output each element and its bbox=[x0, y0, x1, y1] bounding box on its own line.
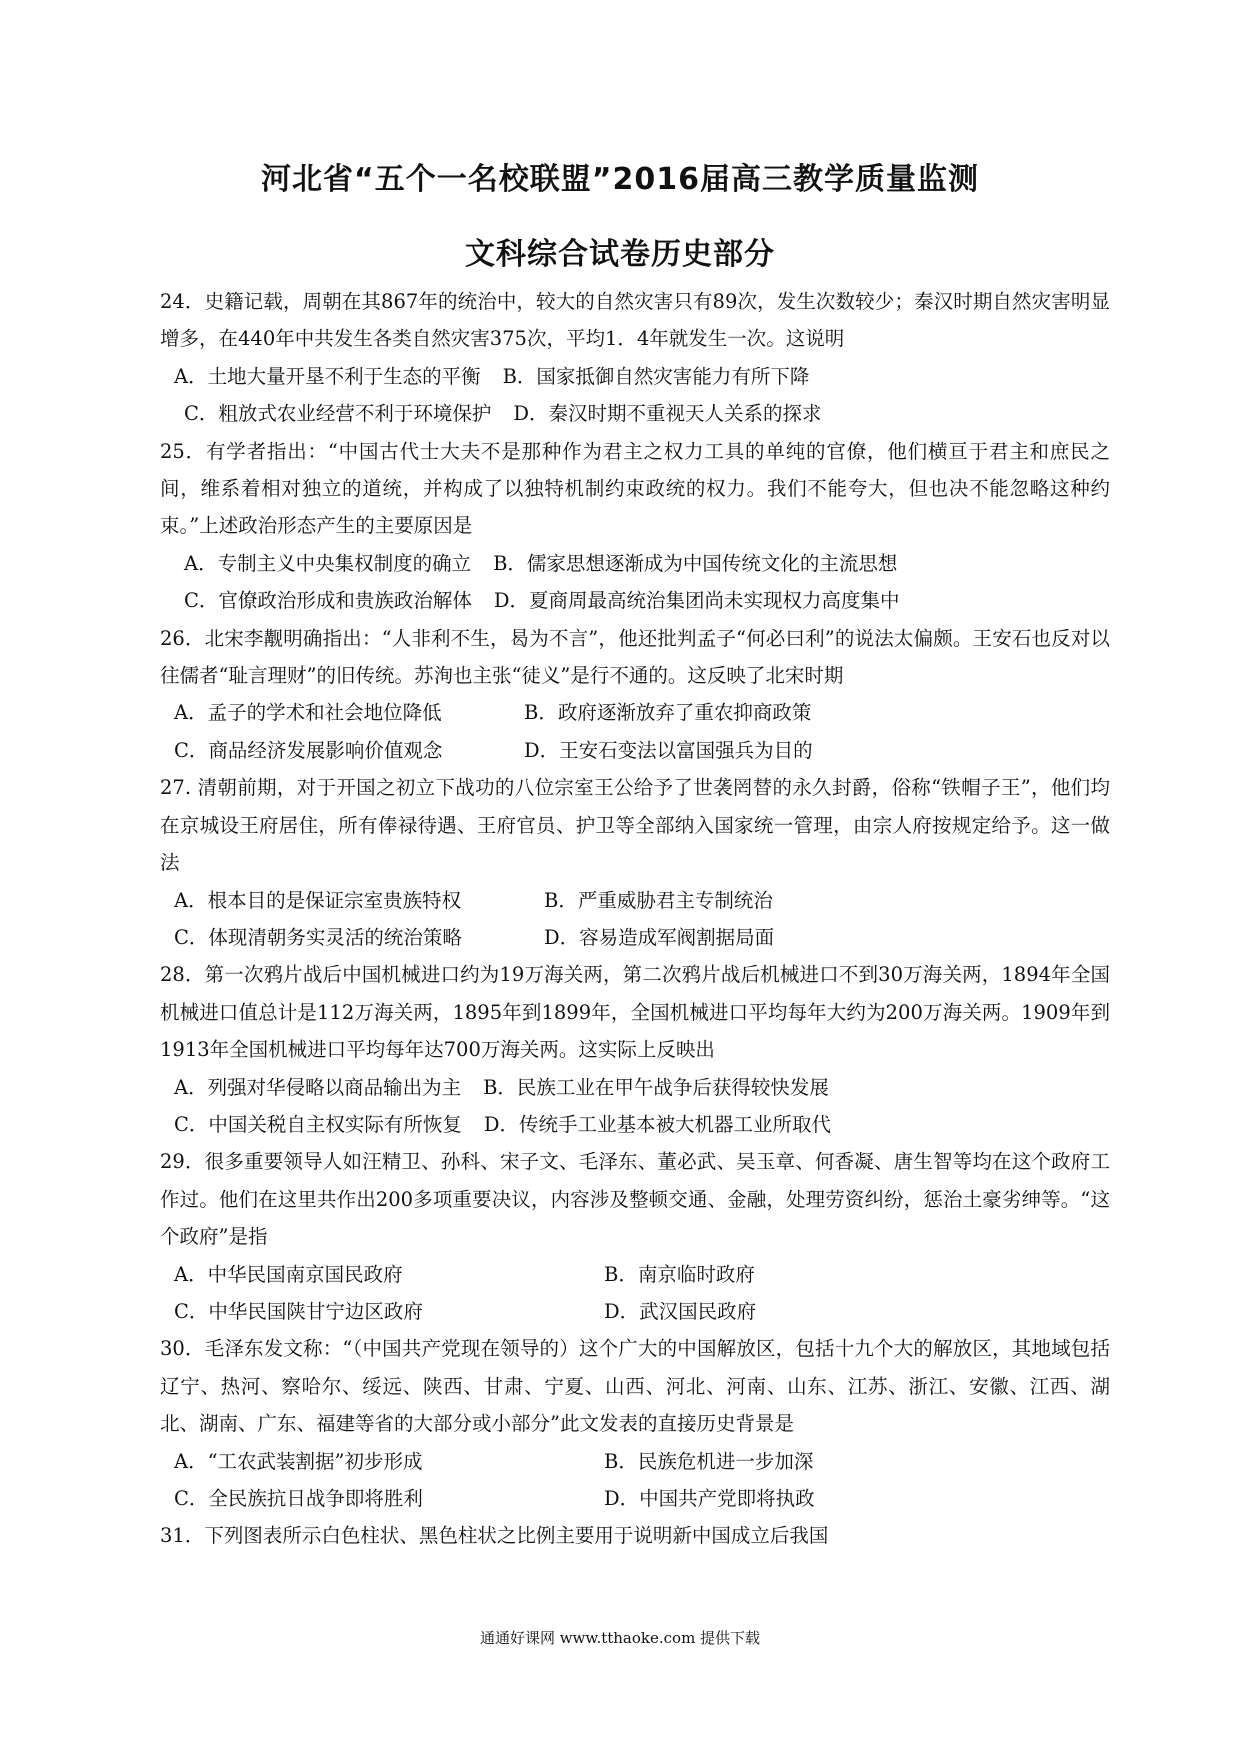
question-block bbox=[160, 283, 1110, 433]
answer-option: D．中国共产党即将执政 bbox=[604, 1487, 815, 1510]
answer-option: B．民族危机进一步加深 bbox=[604, 1449, 814, 1473]
answer-option: D．秦汉时期不重视天人关系的探求 bbox=[513, 402, 822, 426]
answer-option: D．夏商周最高统治集团尚未实现权力高度集中 bbox=[493, 589, 900, 613]
answer-option: A．中华民国南京国民政府 bbox=[174, 1262, 403, 1286]
answer-option: C．粗放式农业经营不利于环境保护 bbox=[184, 402, 492, 426]
answer-option: C．官僚政治形成和贵族政治解体 bbox=[184, 589, 472, 613]
question-stem: 25．有学者指出：“中国古代士大夫不是那种作为君主之权力工具的单纯的官僚，他们横亘于君主和庶民之间，维系着相对独立的道统，并构成了以独特机制约束政统的权力。我们不能夸大，但也决不能忽略这种约束。”上述政治形态产生的主要原因是 bbox=[160, 439, 1110, 538]
question-block bbox=[160, 620, 1110, 770]
answer-options-row bbox=[160, 1443, 1110, 1480]
answer-options-row bbox=[160, 919, 1110, 956]
question-block bbox=[160, 956, 1110, 1143]
answer-option: A．专制主义中央集权制度的确立 bbox=[184, 551, 472, 575]
question-block bbox=[160, 1143, 1110, 1330]
answer-options-row bbox=[160, 545, 1110, 582]
question-list bbox=[160, 283, 1110, 1555]
answer-option: B．民族工业在甲午战争后获得较快发展 bbox=[483, 1075, 829, 1099]
answer-option: C．中华民国陕甘宁边区政府 bbox=[174, 1299, 423, 1323]
answer-option: B．政府逐渐放弃了重农抑商政策 bbox=[524, 701, 812, 725]
question-stem: 31．下列图表所示白色柱状、黑色柱状之比例主要用于说明新中国成立后我国 bbox=[160, 1524, 829, 1548]
question-block bbox=[160, 433, 1110, 620]
question-stem: 26．北宋李觏明确指出：“人非利不生，曷为不言”，他还批判孟子“何必曰利”的说法太偏颇。王安石也反对以往儒者“耻言理财”的旧传统。苏洵也主张“徒义”是行不通的。这反映了北宋时期 bbox=[160, 626, 1110, 688]
answer-option: C．中国关税自主权实际有所恢复 bbox=[174, 1112, 462, 1136]
answer-options-row bbox=[160, 694, 1110, 731]
answer-options-row bbox=[160, 1069, 1110, 1106]
question-block bbox=[160, 769, 1110, 956]
exam-subtitle: 文科综合试卷历史部分 bbox=[465, 237, 775, 272]
answer-option: A．“工农武装割据”初步形成 bbox=[174, 1449, 423, 1473]
answer-option: A．根本目的是保证宗室贵族特权 bbox=[174, 888, 462, 912]
answer-options-row bbox=[160, 1106, 1110, 1143]
answer-options-row bbox=[160, 732, 1110, 769]
question-stem: 30．毛泽东发文称：“（中国共产党现在领导的）这个广大的中国解放区，包括十九个大的解放区，其地域包括辽宁、热河、察哈尔、绥远、陕西、甘肃、宁夏、山西、河北、河南、山东、江苏、浙江、安徽、江西、湖北、湖南、广东、福建等省的大部分或小部分”此文发表的直接历史背景是 bbox=[160, 1337, 1110, 1436]
answer-options-row bbox=[160, 1256, 1110, 1293]
answer-option: C．体现清朝务实灵活的统治策略 bbox=[174, 925, 462, 949]
answer-options-row bbox=[160, 1293, 1110, 1330]
answer-option: C．全民族抗日战争即将胜利 bbox=[174, 1487, 423, 1510]
answer-option: B．严重威胁君主专制统治 bbox=[544, 888, 773, 912]
answer-options-row bbox=[160, 358, 1110, 395]
answer-options-row bbox=[160, 1480, 1110, 1517]
question-block bbox=[160, 1330, 1110, 1517]
answer-option: B．儒家思想逐渐成为中国传统文化的主流思想 bbox=[493, 551, 898, 575]
answer-option: D．容易造成军阀割据局面 bbox=[544, 925, 775, 949]
answer-option: B．国家抵御自然灾害能力有所下降 bbox=[502, 364, 810, 388]
exam-title: 河北省“五个一名校联盟”2016届高三教学质量监测 bbox=[261, 162, 979, 197]
answer-options-row bbox=[160, 882, 1110, 919]
question-block bbox=[160, 1517, 1110, 1554]
answer-option: A．孟子的学术和社会地位降低 bbox=[174, 701, 442, 725]
question-stem: 29．很多重要领导人如汪精卫、孙科、宋子文、毛泽东、董必武、吴玉章、何香凝、唐生智等均在这个政府工作过。他们在这里共作出200多项重要决议，内容涉及整顿交通、金融，处理劳资纠纷，惩治土豪劣绅等。“这个政府”是指 bbox=[160, 1150, 1110, 1249]
answer-option: A．列强对华侵略以商品输出为主 bbox=[174, 1075, 462, 1099]
page-footer: 通通好课网 www.tthaoke.com 提供下载 bbox=[479, 1629, 761, 1647]
answer-option: D．传统手工业基本被大机器工业所取代 bbox=[483, 1112, 832, 1136]
question-stem: 28．第一次鸦片战后中国机械进口约为19万海关两，第二次鸦片战后机械进口不到30万海关两，1894年全国机械进口值总计是112万海关两，1895年到1899年，全国机械进口平均每年大约为200万海关两。1909年到1913年全国机械进口平均每年达700万海关两。这实际上反映出 bbox=[160, 963, 1110, 1062]
answer-options-row bbox=[160, 395, 1110, 432]
answer-option: C．商品经济发展影响价值观念 bbox=[174, 738, 443, 762]
answer-option: A．土地大量开垦不利于生态的平衡 bbox=[174, 364, 481, 388]
answer-option: B．南京临时政府 bbox=[604, 1262, 755, 1286]
answer-option: D．武汉国民政府 bbox=[604, 1299, 757, 1323]
answer-options-row bbox=[160, 582, 1110, 619]
question-stem: 24．史籍记载，周朝在其867年的统治中，较大的自然灾害只有89次，发生次数较少；秦汉时期自然灾害明显增多，在440年中共发生各类自然灾害375次，平均1．4年就发生一次。这说明 bbox=[160, 290, 1110, 351]
answer-option: D．王安石变法以富国强兵为目的 bbox=[524, 738, 813, 762]
question-stem: 27. 清朝前期，对于开国之初立下战功的八位宗室王公给予了世袭罔替的永久封爵，俗称“铁帽子王”，他们均在京城设王府居住，所有俸禄待遇、王府官员、护卫等全部纳入国家统一管理，由宗人府按规定给予。这一做法 bbox=[160, 776, 1110, 875]
